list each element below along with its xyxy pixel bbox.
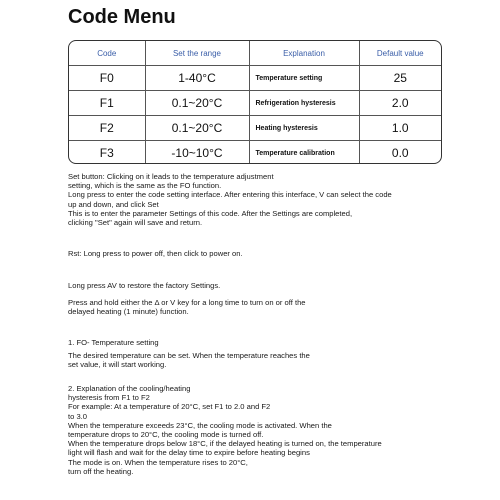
header-code: Code (69, 41, 145, 66)
cell-explanation: Temperature setting (249, 66, 359, 91)
text-line: The mode is on. When the temperature rises to 20°C, (68, 457, 248, 467)
header-explanation: Explanation (249, 41, 359, 66)
cell-default: 0.0 (359, 141, 441, 165)
text-line: hysteresis from F1 to F2 (68, 393, 150, 403)
code-menu-table (68, 40, 442, 164)
cell-code: F2 (69, 116, 145, 141)
text-line: turn off the heating. (68, 466, 134, 476)
table-row (69, 141, 441, 165)
text-line: When the temperature drops below 18°C, if the delayed heating is turned on, the temperature (68, 439, 382, 449)
text-line: For example: At a temperature of 20°C, set F1 to 2.0 and F2 (68, 402, 271, 412)
fo-section (68, 338, 453, 370)
text-line: Set button: Clicking on it leads to the temperature adjustment (68, 172, 274, 181)
cell-range: 0.1~20°C (145, 116, 249, 141)
text-line: Press and hold either the Δ or V key for a long time to turn on or off the (68, 298, 306, 307)
table-row (69, 66, 441, 91)
text-line: to 3.0 (68, 411, 87, 421)
text-line: 2. Explanation of the cooling/heating (68, 384, 191, 393)
cell-range: 1-40°C (145, 66, 249, 91)
text-line: Long press to enter the code setting interface. After entering this interface, V can select the code (68, 190, 392, 200)
set-button-paragraph (68, 172, 453, 227)
cell-explanation: Heating hysteresis (249, 116, 359, 141)
av-paragraph (68, 281, 453, 290)
cell-explanation: Refrigeration hysteresis (249, 91, 359, 116)
text-line: setting, which is the same as the FO function. (68, 181, 222, 191)
text-line: delayed heating (1 minute) function. (68, 307, 189, 317)
header-range: Set the range (145, 41, 249, 66)
text-line: temperature drops to 20°C, the cooling mode is turned off. (68, 430, 264, 440)
text-line: When the temperature exceeds 23°C, the cooling mode is activated. When the (68, 420, 332, 430)
text-line: light will flash and wait for the delay time to expire before heating begins (68, 448, 310, 458)
cell-default: 1.0 (359, 116, 441, 141)
cooling-heating-section (68, 384, 453, 476)
cell-default: 25 (359, 66, 441, 91)
cell-code: F1 (69, 91, 145, 116)
cell-range: 0.1~20°C (145, 91, 249, 116)
text-line: 1. FO- Temperature setting (68, 338, 159, 347)
text-line: The desired temperature can be set. When the temperature reaches the (68, 351, 310, 361)
page-title: Code Menu (68, 6, 176, 28)
text-line: up and down, and click Set (68, 199, 159, 209)
header-default: Default value (359, 41, 441, 66)
text-line: Long press AV to restore the factory Settings. (68, 281, 221, 290)
table-row (69, 116, 441, 141)
table-row (69, 91, 441, 116)
press-hold-paragraph (68, 298, 453, 316)
cell-code: F3 (69, 141, 145, 165)
text-line: This is to enter the parameter Settings of this code. After the Settings are completed, (68, 208, 353, 218)
rst-paragraph (68, 249, 453, 258)
cell-range: -10~10°C (145, 141, 249, 165)
cell-code: F0 (69, 66, 145, 91)
text-line: set value, it will start working. (68, 360, 167, 370)
table-header-row (69, 41, 441, 66)
cell-explanation: Temperature calibration (249, 141, 359, 165)
cell-default: 2.0 (359, 91, 441, 116)
text-line: Rst: Long press to power off, then click to power on. (68, 249, 243, 258)
text-line: clicking "Set" again will save and return. (68, 218, 203, 228)
